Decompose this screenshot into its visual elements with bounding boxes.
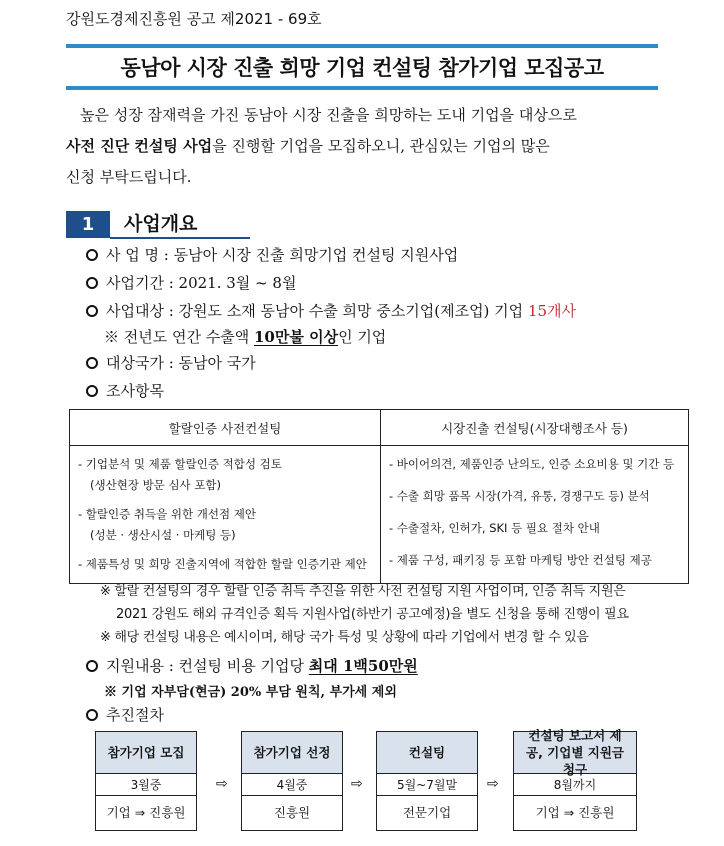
overview-project-name — [86, 244, 458, 265]
intro-bold: 사전 진단 컨설팅 사업 — [66, 137, 213, 155]
table-header-row — [70, 410, 689, 446]
flow-step-title: 컨설팅 보고서 제공, 기업별 지원금 청구 — [514, 732, 636, 774]
notice-number: 강원도경제진흥원 공고 제2021 - 69호 — [66, 10, 322, 28]
intro-line-2 — [66, 131, 658, 162]
overview-survey-items-text: 조사항목 — [106, 382, 164, 400]
overview-target — [86, 300, 576, 321]
list-item: (생산현장 방문 심사 포함) — [90, 478, 222, 492]
target-note-prefix: ※ 전년도 연간 수출액 — [104, 328, 254, 346]
target-note-suffix: 인 기업 — [338, 328, 387, 346]
flow-step-date: 3월중 — [96, 774, 196, 796]
list-item: - 제품 구성, 패키징 등 포함 마케팅 방안 컨설팅 제공 — [389, 553, 652, 567]
overview-target-note — [104, 326, 386, 347]
flow-step-report — [513, 728, 637, 831]
title-bar-bottom — [66, 86, 658, 90]
table-row — [70, 446, 689, 584]
note-example: ※ 해당 컨설팅 내용은 예시이며, 해당 국가 특성 및 상황에 따라 기업에서 변경 할 수 있음 — [100, 630, 589, 645]
flow-step-actor: 기업 ⇒ 진흥원 — [106, 805, 186, 820]
flow-step-recruit — [95, 731, 197, 831]
overview-target-text: 사업대상 : 강원도 소재 동남아 수출 희망 중소기업(제조업) 기업 — [106, 302, 528, 320]
procedure-text: 추진절차 — [106, 706, 164, 724]
list-item: - 제품특성 및 희망 진출지역에 적합한 할랄 인증기관 제안 — [78, 557, 367, 571]
list-item: - 할랄인증 취득을 위한 개선점 제안 — [78, 507, 256, 521]
table-header-market: 시장진출 컨설팅(시장대행조사 등) — [381, 410, 689, 446]
intro-line-1: 높은 성장 잠재력을 가진 동남아 시장 진출을 희망하는 도내 기업을 대상으로 — [80, 106, 577, 124]
flow-step-actor: 진흥원 — [273, 805, 311, 820]
circle-bullet-icon — [86, 305, 98, 317]
flow-step-title: 참가기업 모집 — [96, 732, 196, 774]
flow-step-date: 5월~7월말 — [377, 774, 477, 796]
support-content — [86, 655, 418, 676]
circle-bullet-icon — [86, 357, 98, 369]
list-item: - 기업분석 및 제품 할랄인증 적합성 검토 — [78, 457, 282, 471]
target-note-bold: 10만불 이상 — [254, 328, 339, 346]
overview-target-count: 15개사 — [527, 302, 577, 320]
table-header-halal: 할랄인증 사전컨설팅 — [70, 410, 381, 446]
arrow-right-icon: ⇨ — [216, 776, 228, 792]
arrow-right-icon: ⇨ — [487, 776, 499, 792]
table-cell-market — [381, 446, 689, 584]
flow-step-title: 참가기업 선정 — [242, 732, 342, 774]
circle-bullet-icon — [86, 277, 98, 289]
flow-step-select — [241, 731, 343, 831]
table-cell-halal — [70, 446, 381, 584]
procedure — [86, 704, 164, 725]
overview-period — [86, 272, 296, 293]
support-prefix: 지원내용 : 컨설팅 비용 기업당 — [106, 657, 309, 675]
overview-country — [86, 352, 256, 373]
support-note — [104, 681, 397, 700]
title-bar-top — [66, 44, 658, 48]
intro-line-3: 신청 부탁드립니다. — [66, 168, 192, 186]
circle-bullet-icon — [86, 709, 98, 721]
flow-step-consulting — [376, 731, 478, 831]
overview-survey-items — [86, 380, 164, 401]
page-title: 동남아 시장 진출 희망 기업 컨설팅 참가기업 모집공고 — [120, 56, 604, 80]
overview-project-name-text: 사 업 명 : 동남아 시장 진출 희망기업 컨설팅 지원사업 — [106, 246, 459, 264]
support-amount: 최대 1백50만원 — [308, 657, 418, 675]
list-item: (성분 · 생산시설 · 마케팅 등) — [90, 528, 236, 542]
overview-country-text: 대상국가 : 동남아 국가 — [106, 354, 256, 372]
list-item: - 수출절차, 인허가, SKI 등 필요 절차 안내 — [389, 521, 600, 535]
arrow-right-icon: ⇨ — [351, 776, 363, 792]
circle-bullet-icon — [86, 385, 98, 397]
flow-step-title: 컨설팅 — [377, 732, 477, 774]
list-item: - 수출 희망 품목 시장(가격, 유통, 경쟁구도 등) 분석 — [389, 489, 650, 503]
circle-bullet-icon — [86, 249, 98, 261]
section-number: 1 — [66, 211, 110, 238]
note-halal-line-1: ※ 할랄 컨설팅의 경우 할랄 인증 취득 추진을 위한 사전 컨설팅 지원 사업이며, 인증 취득 지원은 — [100, 584, 626, 599]
title-box — [66, 44, 658, 90]
support-note-text: ※ 기업 자부담(현금) 20% 부담 원칙, 부가세 제외 — [104, 685, 397, 700]
survey-items-table — [69, 409, 689, 584]
flow-step-actor: 전문기업 — [402, 805, 452, 820]
flow-step-actor: 기업 ⇒ 진흥원 — [535, 805, 615, 820]
intro-paragraph — [66, 100, 658, 193]
note-halal-line-2: 2021 강원도 해외 규격인증 획득 지원사업(하반기 공고예정)을 별도 신청을 통해 진행이 필요 — [116, 607, 629, 622]
section-title: 사업개요 — [124, 213, 198, 235]
list-item: - 바이어의견, 제품인증 난의도, 인증 소요비용 및 기간 등 — [389, 457, 675, 471]
flow-step-date: 4월중 — [242, 774, 342, 796]
overview-period-text: 사업기간 : 2021. 3월 ~ 8월 — [106, 274, 297, 292]
flow-step-date: 8월까지 — [514, 774, 636, 796]
intro-part-2: 을 진행할 기업을 모집하오니, 관심있는 기업의 많은 — [212, 137, 550, 155]
circle-bullet-icon — [86, 660, 98, 672]
